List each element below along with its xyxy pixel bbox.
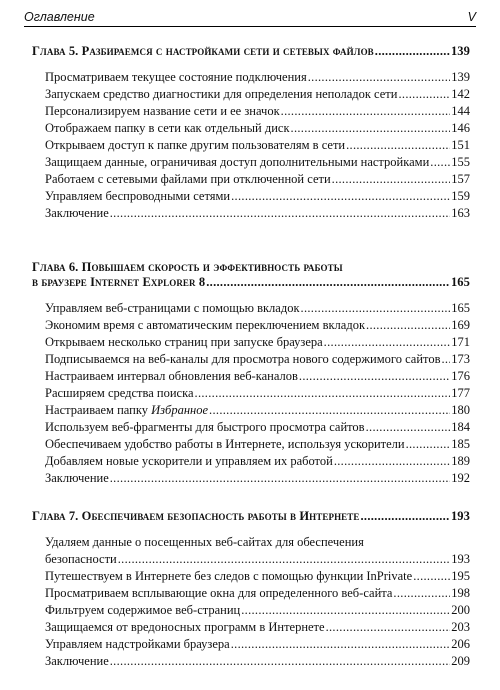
toc-entry[interactable]: Просматриваем всплывающие окна для определенного веб-сайта ..... 198 bbox=[32, 585, 470, 602]
chapter-6-entries bbox=[32, 300, 470, 487]
toc-entry[interactable]: Защищаемся от вредоносных программ в Интернете ..... 203 bbox=[32, 619, 470, 636]
toc-entry[interactable]: Персонализируем название сети и ее значок ..... 144 bbox=[32, 103, 470, 120]
toc-entry[interactable]: Просматриваем текущее состояние подключения ..... 139 bbox=[32, 69, 470, 86]
toc-entry[interactable]: Открываем доступ к папке другим пользователям в сети ..... 151 bbox=[32, 137, 470, 154]
chapter-5-entries bbox=[32, 69, 470, 222]
chapter-7-title[interactable]: Глава 7. Обеспечиваем безопасность работы в Интернете ..... 193 bbox=[32, 509, 470, 524]
italic-term: Избранное bbox=[151, 403, 209, 417]
chapter-5-page: 139 bbox=[450, 44, 470, 58]
chapter-7 bbox=[32, 509, 470, 670]
toc-entry[interactable]: Настраиваем папку Избранное ..... 180 bbox=[32, 402, 470, 419]
leader-dots bbox=[206, 275, 450, 290]
toc-entry[interactable]: Экономим время с автоматическим переключением вкладок ..... 169 bbox=[32, 317, 470, 334]
toc-entry[interactable]: Управляем беспроводными сетями ..... 159 bbox=[32, 188, 470, 205]
chapter-6-page: 165 bbox=[450, 275, 470, 289]
toc-entry[interactable]: Расширяем средства поиска ..... 177 bbox=[32, 385, 470, 402]
chapter-6 bbox=[32, 260, 470, 487]
chapter-7-page: 193 bbox=[450, 509, 470, 523]
toc-entry[interactable]: Заключение ..... 192 bbox=[32, 470, 470, 487]
chapter-5 bbox=[32, 44, 470, 222]
toc-entry[interactable]: Заключение ..... 163 bbox=[32, 205, 470, 222]
chapter-6-title[interactable]: Глава 6. Повышаем скорость и эффективность работы в браузере Internet Explorer 8 ..... 165 bbox=[32, 260, 470, 290]
chapter-5-title[interactable]: Глава 5. Разбираемся с настройками сети и сетевых файлов ..... 139 bbox=[32, 44, 470, 59]
toc-entry[interactable]: Заключение ..... 209 bbox=[32, 653, 470, 670]
running-header bbox=[24, 4, 476, 27]
header-title: Оглавление bbox=[24, 10, 95, 24]
toc-entry[interactable]: Добавляем новые ускорители и управляем их работой ..... 189 bbox=[32, 453, 470, 470]
toc-entry[interactable]: Обеспечиваем удобство работы в Интернете, используя ускорители ..... 185 bbox=[32, 436, 470, 453]
toc-entry[interactable]: Управляем веб-страницами с помощью вкладок ..... 165 bbox=[32, 300, 470, 317]
toc-entry[interactable]: Открываем несколько страниц при запуске браузера ..... 171 bbox=[32, 334, 470, 351]
toc-entry[interactable]: Подписываемся на веб-каналы для просмотра нового содержимого сайтов ..... 173 bbox=[32, 351, 470, 368]
toc-entry[interactable]: Защищаем данные, ограничивая доступ дополнительными настройками ..... 155 bbox=[32, 154, 470, 171]
toc-entry[interactable]: Удаляем данные о посещенных веб-сайтах для обеспечения безопасности ..... 193 bbox=[32, 534, 470, 568]
leader-dots bbox=[360, 509, 449, 524]
header-page-number: V bbox=[467, 10, 476, 24]
toc-entry[interactable]: Путешествуем в Интернете без следов с помощью функции InPrivate ..... 195 bbox=[32, 568, 470, 585]
toc-entry[interactable]: Управляем надстройками браузера ..... 206 bbox=[32, 636, 470, 653]
toc-entry[interactable]: Используем веб-фрагменты для быстрого просмотра сайтов ..... 184 bbox=[32, 419, 470, 436]
toc-entry[interactable]: Запускаем средство диагностики для определения неполадок сети ..... 142 bbox=[32, 86, 470, 103]
toc-entry[interactable]: Фильтруем содержимое веб-страниц ..... 200 bbox=[32, 602, 470, 619]
leader-dots bbox=[375, 44, 450, 59]
chapter-7-entries bbox=[32, 534, 470, 670]
toc-entry[interactable]: Работаем с сетевыми файлами при отключенной сети ..... 157 bbox=[32, 171, 470, 188]
toc-entry[interactable]: Отображаем папку в сети как отдельный диск ..... 146 bbox=[32, 120, 470, 137]
toc-entry[interactable]: Настраиваем интервал обновления веб-каналов ..... 176 bbox=[32, 368, 470, 385]
